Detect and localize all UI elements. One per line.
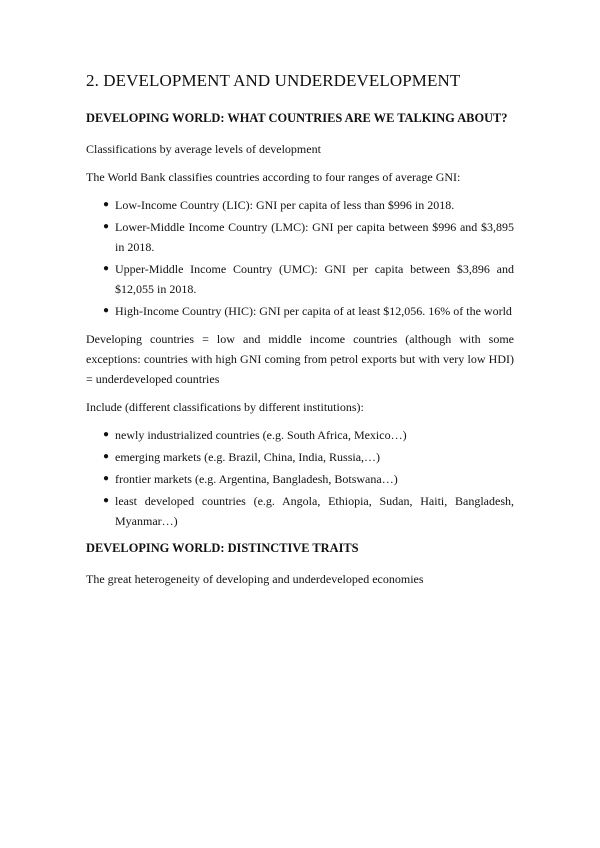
paragraph-heterogeneity: The great heterogeneity of developing and underdeveloped economies [86,572,424,586]
section-title-traits: DEVELOPING WORLD: DISTINCTIVE TRAITS [86,541,359,555]
section-title-countries: DEVELOPING WORLD: WHAT COUNTRIES ARE WE TALKING ABOUT? [86,111,508,125]
list-item-text: Lower-Middle Income Country (LMC): GNI per capita between $996 and $3,895 in 2018. [115,220,514,254]
chapter-heading: 2. DEVELOPMENT AND UNDERDEVELOPMENT [86,71,461,90]
list-item-text: least developed countries (e.g. Angola, Ethiopia, Sudan, Haiti, Bangladesh, Myanmar…) [115,494,514,528]
bullet-icon: ● [103,199,110,210]
list-item-text: frontier markets (e.g. Argentina, Bangladesh, Botswana…) [115,472,398,486]
list-item-least-developed [86,491,514,531]
list-item-text: Low-Income Country (LIC): GNI per capita of less than $996 in 2018. [115,198,455,212]
bullet-icon: ● [103,305,110,316]
include-list [86,425,514,531]
list-item-frontier-markets [86,469,514,489]
list-item-text: newly industrialized countries (e.g. South Africa, Mexico…) [115,428,407,442]
list-item-newly-industrialized [86,425,514,445]
list-item-text: Upper-Middle Income Country (UMC): GNI per capita between $3,896 and $12,055 in 2018. [115,262,514,296]
document-page [86,70,514,597]
bullet-icon: ● [103,429,110,440]
list-item-text: High-Income Country (HIC): GNI per capita of at least $12,056. 16% of the world [115,304,512,318]
paragraph-developing-countries: Developing countries = low and middle income countries (although with some exceptions: countries with high GNI coming from petrol exports but with very low HDI) = underdeveloped countries [86,332,514,386]
bullet-icon: ● [103,263,110,274]
list-item-lmc [86,217,514,257]
list-item-umc [86,259,514,299]
bullet-icon: ● [103,495,110,506]
bullet-icon: ● [103,451,110,462]
list-item-hic [86,301,514,321]
income-classification-list [86,195,514,321]
list-item-text: emerging markets (e.g. Brazil, China, India, Russia,…) [115,450,381,464]
paragraph-include: Include (different classifications by different institutions): [86,400,364,414]
bullet-icon: ● [103,221,110,232]
list-item-lic [86,195,514,215]
paragraph-classifications: Classifications by average levels of development [86,142,321,156]
bullet-icon: ● [103,473,110,484]
list-item-emerging-markets [86,447,514,467]
paragraph-worldbank: The World Bank classifies countries according to four ranges of average GNI: [86,170,461,184]
